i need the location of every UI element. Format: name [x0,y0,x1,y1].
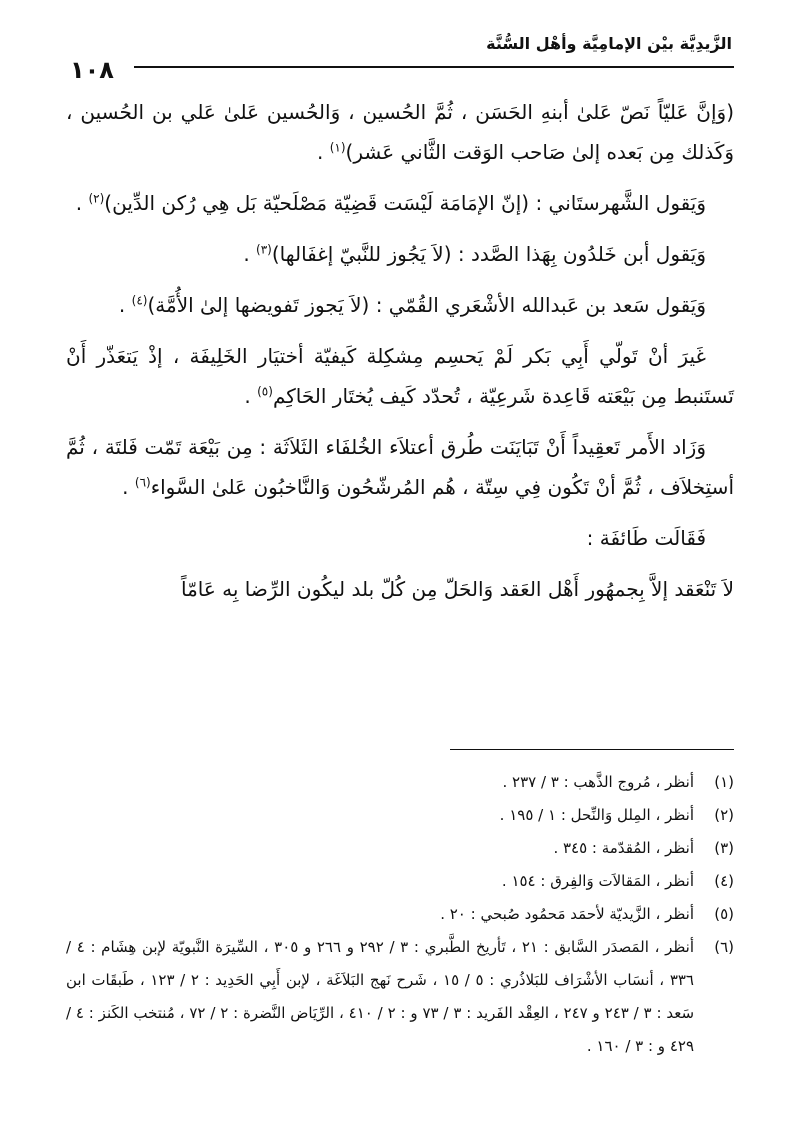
paragraph-text: غَيرَ أنْ تَولّي أَبِي بَكر لَمْ يَحسِم مِشكِلة كَيفيّة أختيَار الخَلِيفَة ، إذْ يَتعَذّر أَنْ تَستَنبط مِن بَيْعَته قَاعِدة شَرعِيّة ، تُحدّد كَيف يُختَار الحَاكِم [66,344,734,408]
footnote-2 [66,799,734,832]
footnote-text: أنظر ، مُروج الذَّهب : ٣ / ٢٣٧ . [502,773,694,791]
paragraph-5 [66,336,734,416]
footnote-ref-6: (٦) [134,475,151,490]
paragraph-tail: . [75,191,89,215]
paragraph-2 [66,183,734,223]
footnote-1 [66,766,734,799]
footnote-4 [66,865,734,898]
footnote-number: (٣) [714,839,734,857]
paragraph-8 [66,569,734,609]
paragraph-tail: . [118,293,132,317]
paragraph-text: وَيَقول سَعد بن عَبدالله الأشْعَري القُمّي : (لاَ يَجوز تَفويضها إلىٰ الأُمَّة) [147,293,706,317]
footnote-ref-4: (٤) [131,293,148,308]
paragraph-3 [66,234,734,274]
footnote-text: أنظر ، المِلل وَالنِّحل : ١ / ١٩٥ . [499,806,694,824]
footnote-number: (٤) [714,872,734,890]
footnote-6 [66,931,734,1063]
paragraph-tail: . [122,475,135,499]
paragraph-tail: . [243,242,257,266]
footnote-text: أنظر ، المَقالاَت وَالفِرق : ١٥٤ . [501,872,694,890]
main-text [66,92,734,620]
footnote-5 [66,898,734,931]
paragraph-1 [66,92,734,172]
header-rule [134,66,734,68]
footnote-text: أنظر ، المَصدَر السَّابق : ٢١ ، تَأريخ الطَّبري : ٣ / ٢٩٢ و ٢٦٦ و ٣٠٥ ، السِّيرَة النَّبويّة لإبن هِشَام : ٤ / ٣٣٦ ، أنسَاب الأشْرَاف للبَلاذُري : ٥ / ١٥ ، شَرح نَهج البَلاَغَة ، لإبن أَبِي الحَدِيد : ٢ / ١٢٣ ، طَبقَات ابن سَعد : ٣ / ٢٤٣ و ٢٤٧ ، العِقْد الفَريد : ٣ / ٧٣ و : ٢ / ٤١٠ ، الرِّيَاض النَّضرة : ٢ / ٧٢ ، مُنتخب الكَنز : ٤ / ٤٢٩ و : ٣ / ١٦٠ . [66,938,695,1055]
footnote-ref-1: (١) [329,140,346,155]
paragraph-tail: . [316,140,330,164]
paragraph-text: فَقَالَت طَائفَة : [586,526,706,550]
paragraph-text: لاَ تَنْعَقد إلاَّ بِجمهُور أَهْل العَقد وَالحَلّ مِن كُلّ بلد ليكُون الرِّضا بِه عَامّاً [180,577,734,601]
paragraph-4 [66,285,734,325]
footnote-3 [66,832,734,865]
footnote-text: أنظر ، الزَّيديّة لأحمَد مَحمُود صُبحي : ٢٠ . [440,905,694,923]
footnote-number: (٥) [714,905,734,923]
footnote-ref-2: (٢) [88,191,105,206]
footnote-text: أنظر ، المُقدّمة : ٣٤٥ . [553,839,694,857]
paragraph-6 [66,427,734,507]
footnote-ref-3: (٣) [256,242,272,257]
paragraph-7 [66,518,734,558]
paragraph-text: (وَإنَّ عَليّاً نَصّ عَلىٰ أبنهِ الحَسَن ، ثُمَّ الحُسين ، وَالحُسين عَلىٰ عَلي بن الحُسين ، وَكَذلك مِن بَعده إلىٰ صَاحب الوَقت الثَّاني عَشر) [66,100,734,164]
footnote-number: (٢) [714,806,734,824]
footnote-number: (١) [714,773,734,791]
footnote-ref-5: (٥) [257,384,273,399]
footnotes [66,766,734,1063]
paragraph-text: وَزَاد الأَمر تَعقِيداً أَنْ تَبَايَنَت طُرق أعتلاَء الخُلفَاء الثَلاَثَة : مِن بَيْعَة تَمّت فَلتَة ، ثُمَّ أستِخلاَف ، ثُمَّ أنْ تَكُون فِي سِتّة ، هُم المُرشّحُون وَالنَّاخبُون عَلىٰ السَّواء [66,435,734,499]
paragraph-tail: . [244,384,258,408]
page-number: ١٠٨ [70,56,114,84]
paragraph-text: وَيَقول الشَّهرستَاني : (إنّ الإمَامَة لَيْسَت قَضِيّة مَصْلَحيّة بَل هِي رُكن الدِّين) [104,191,706,215]
footnote-separator [450,749,734,750]
running-head-title: الزَّيدِيَّة بيْن الإمامِيَّة وأهْل السُّنَّة [486,34,732,53]
footnote-number: (٦) [714,938,734,956]
paragraph-text: وَيَقول أبن خَلدُون بِهَذا الصَّدد : (لاَ يَجُوز للنَّبيّ إغفَالها) [271,242,706,266]
